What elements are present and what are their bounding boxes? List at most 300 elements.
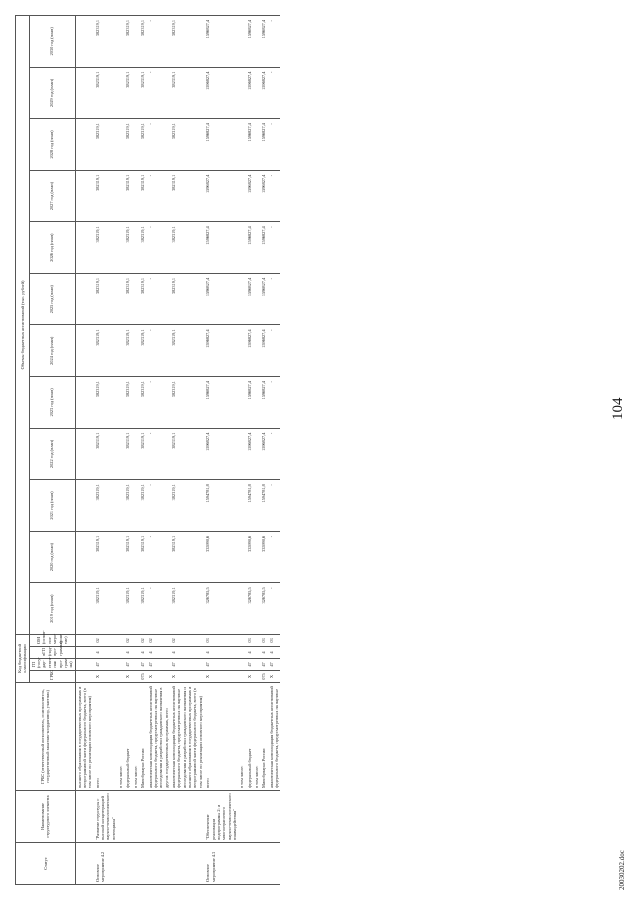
page-number: 104	[610, 397, 626, 420]
cell-amount: 382319,1	[124, 428, 131, 480]
cell-amount: 382319,1	[94, 531, 117, 583]
cell-amount	[238, 480, 245, 532]
cell-grbs-code	[253, 671, 260, 683]
cell-amount: 382319,1	[139, 222, 146, 274]
cell-amount	[75, 428, 94, 480]
cell-amount	[238, 16, 245, 68]
cell-grbs-text: аналитическая консолидация бюджетных ассигнований федерального бюджета, предусмотренных на научные исследования и разработки гражданского назначения и высшего образования в государственных программах и непрограммной части федерального бюджета, всего (в том числе по реализации основного мероприятия)	[170, 683, 204, 791]
cell-amount	[132, 67, 139, 119]
cell-amount	[75, 273, 94, 325]
cell-amount: 382319,1	[170, 531, 204, 583]
cell-amount: -	[147, 67, 170, 119]
cell-amount: 382319,1	[139, 67, 146, 119]
rotated-page-content	[10, 10, 630, 890]
cell-amount: 382319,1	[170, 377, 204, 429]
cell-amount	[238, 583, 245, 635]
table-row	[238, 16, 245, 885]
cell-grbs-text: в том числе:	[132, 683, 139, 791]
cell-amount: -	[268, 16, 281, 68]
cell-element-name	[246, 791, 253, 843]
cell-amount	[238, 170, 245, 222]
cell-grbs-code	[75, 671, 94, 683]
cell-amount	[253, 222, 260, 274]
cell-amount: 382319,1	[94, 325, 117, 377]
cell-gp-code: 47	[268, 659, 281, 671]
cell-amount: 382319,1	[94, 583, 117, 635]
cell-element-name	[75, 791, 94, 843]
cell-amount: 1596827,4	[246, 428, 253, 480]
cell-amount: 382319,1	[124, 377, 131, 429]
cell-amount: -	[147, 377, 170, 429]
cell-amount	[253, 67, 260, 119]
cell-amount: -	[268, 325, 281, 377]
cell-status	[246, 843, 253, 885]
cell-amount	[253, 480, 260, 532]
cell-status	[238, 843, 245, 885]
cell-amount	[132, 273, 139, 325]
header-year: 2028 год (план)	[29, 119, 75, 171]
table-body	[75, 16, 280, 885]
cell-grbs-code: X	[170, 671, 204, 683]
cell-amount	[117, 170, 124, 222]
cell-amount	[238, 428, 245, 480]
cell-grbs-text: федеральный бюджет	[124, 683, 131, 791]
cell-status	[132, 843, 139, 885]
header-year: 2022 год (план)	[29, 428, 75, 480]
cell-amount: 382319,1	[139, 531, 146, 583]
cell-pgp-code: 4	[268, 647, 281, 659]
cell-pgp-code: 4	[204, 647, 238, 659]
cell-status	[139, 843, 146, 885]
cell-amount: 382319,1	[170, 273, 204, 325]
cell-element-name	[238, 791, 245, 843]
cell-amount: 1596827,4	[246, 170, 253, 222]
cell-amount	[117, 273, 124, 325]
cell-amount	[238, 377, 245, 429]
cell-amount: 382319,1	[124, 16, 131, 68]
cell-amount: 382319,1	[124, 170, 131, 222]
cell-amount: 1596827,4	[204, 170, 238, 222]
cell-element-name	[268, 791, 281, 843]
cell-gp-code: 47	[204, 659, 238, 671]
cell-element-name	[253, 791, 260, 843]
table-row	[246, 16, 253, 885]
cell-element-name	[170, 791, 204, 843]
cell-pgp-code: 4	[124, 647, 131, 659]
cell-amount: 382319,1	[139, 480, 146, 532]
cell-amount	[75, 583, 94, 635]
table-row	[268, 16, 281, 885]
cell-amount: 1596827,4	[204, 67, 238, 119]
cell-status: Основное мероприятие 4.3	[204, 843, 238, 885]
header-status: Статус	[16, 843, 76, 885]
header-year: 2019 год (план)	[29, 583, 75, 635]
cell-element-name	[124, 791, 131, 843]
cell-amount	[75, 377, 94, 429]
cell-amount: 382319,1	[139, 273, 146, 325]
header-volume-group: Объемы бюджетных ассигнований (тыс. рублей)	[16, 16, 30, 635]
cell-om-code	[132, 634, 139, 646]
cell-amount: 382319,1	[94, 170, 117, 222]
cell-amount: -	[268, 119, 281, 171]
cell-om-code: 02	[94, 634, 117, 646]
cell-amount: 1596827,4	[260, 119, 267, 171]
cell-amount: 1596827,4	[246, 377, 253, 429]
cell-amount: 382319,1	[170, 170, 204, 222]
header-gp: ГП (госу-дар-ствен-ная про-грам-ма)	[29, 659, 75, 671]
cell-grbs-text: всего	[94, 683, 117, 791]
cell-amount	[132, 531, 139, 583]
header-year: 2023 год (план)	[29, 377, 75, 429]
cell-amount	[238, 222, 245, 274]
cell-amount: 1596827,4	[246, 325, 253, 377]
cell-om-code: 03	[260, 634, 267, 646]
cell-amount: 382319,1	[170, 119, 204, 171]
cell-amount: 1596827,4	[204, 325, 238, 377]
cell-status	[170, 843, 204, 885]
cell-amount	[132, 16, 139, 68]
cell-amount	[238, 325, 245, 377]
cell-amount: 382319,1	[94, 273, 117, 325]
cell-element-name	[117, 791, 124, 843]
cell-amount: 1596827,4	[260, 222, 267, 274]
cell-grbs-text: высшего образования в государственных программах и непрограммной части федерального бюджета, всего (в том числе по реализации основного мероприятия)	[75, 683, 94, 791]
cell-amount: 1596827,4	[204, 273, 238, 325]
cell-amount	[75, 67, 94, 119]
cell-amount	[75, 16, 94, 68]
cell-amount: 1596827,4	[204, 428, 238, 480]
cell-amount	[117, 480, 124, 532]
cell-amount	[238, 531, 245, 583]
cell-amount: 382319,1	[139, 428, 146, 480]
cell-amount	[132, 583, 139, 635]
cell-amount	[75, 170, 94, 222]
cell-gp-code	[238, 659, 245, 671]
cell-amount: 1596827,4	[246, 16, 253, 68]
cell-amount: 382319,1	[170, 428, 204, 480]
cell-amount: 335990,6	[246, 531, 253, 583]
cell-pgp-code: 4	[147, 647, 170, 659]
cell-amount	[253, 531, 260, 583]
cell-amount	[238, 273, 245, 325]
cell-amount: 326785,5	[246, 583, 253, 635]
cell-status: Основное мероприятие 4.2	[94, 843, 117, 885]
cell-amount	[132, 377, 139, 429]
cell-amount: -	[147, 170, 170, 222]
cell-grbs-text: всего	[204, 683, 238, 791]
cell-grbs-code: X	[204, 671, 238, 683]
cell-grbs-text: в том числе:	[117, 683, 124, 791]
cell-grbs-text: федеральный бюджет	[246, 683, 253, 791]
cell-amount: 382319,1	[124, 67, 131, 119]
cell-amount: -	[147, 16, 170, 68]
table-row	[260, 16, 267, 885]
cell-amount	[253, 325, 260, 377]
cell-amount	[117, 583, 124, 635]
cell-amount: 1596827,4	[204, 16, 238, 68]
cell-grbs-text: в том числе:	[238, 683, 245, 791]
cell-amount: -	[147, 583, 170, 635]
cell-amount: 382319,1	[124, 119, 131, 171]
cell-amount	[253, 583, 260, 635]
cell-status	[124, 843, 131, 885]
cell-gp-code	[75, 659, 94, 671]
budget-table	[15, 15, 280, 885]
cell-pgp-code: 4	[170, 647, 204, 659]
cell-amount: 1596827,4	[204, 222, 238, 274]
cell-amount: 382319,1	[94, 428, 117, 480]
cell-gp-code: 47	[260, 659, 267, 671]
cell-amount	[117, 531, 124, 583]
header-year: 2024 год (план)	[29, 325, 75, 377]
cell-amount	[132, 325, 139, 377]
cell-amount	[253, 170, 260, 222]
cell-amount: 382319,1	[124, 222, 131, 274]
cell-element-name: "Обеспечение реализации подпрограммы 2: и многоотраслевого научно-технологического взаимодействия"	[204, 791, 238, 843]
cell-grbs-code	[117, 671, 124, 683]
cell-om-code	[253, 634, 260, 646]
cell-om-code: 03	[204, 634, 238, 646]
cell-amount: 382319,1	[94, 67, 117, 119]
cell-om-code	[75, 634, 94, 646]
cell-pgp-code: 4	[260, 647, 267, 659]
cell-amount: 1596827,4	[260, 273, 267, 325]
cell-grbs-text: Минобрнауки России	[260, 683, 267, 791]
cell-amount	[75, 531, 94, 583]
cell-amount	[117, 67, 124, 119]
table-row	[75, 16, 94, 885]
cell-amount: 382319,1	[139, 170, 146, 222]
cell-gp-code: 47	[94, 659, 117, 671]
cell-status	[268, 843, 281, 885]
cell-amount: 382319,1	[124, 583, 131, 635]
cell-grbs-code	[238, 671, 245, 683]
cell-grbs-code	[132, 671, 139, 683]
header-year: 2026 год (план)	[29, 222, 75, 274]
cell-amount	[238, 119, 245, 171]
cell-amount	[117, 377, 124, 429]
cell-amount	[253, 119, 260, 171]
cell-amount	[132, 428, 139, 480]
cell-element-name	[147, 791, 170, 843]
cell-pgp-code	[117, 647, 124, 659]
cell-amount: 382319,1	[170, 583, 204, 635]
cell-grbs-code: X	[147, 671, 170, 683]
cell-amount: -	[147, 119, 170, 171]
cell-grbs-code: 075	[139, 671, 146, 683]
cell-gp-code: 47	[139, 659, 146, 671]
cell-amount: -	[268, 583, 281, 635]
header-grbs: ГРБС	[29, 671, 75, 683]
cell-amount: -	[268, 531, 281, 583]
header-pgp: пГП (под-про-грамма)	[29, 647, 75, 659]
cell-amount	[132, 480, 139, 532]
cell-grbs-text: аналитическая консолидация бюджетных ассигнований федерального бюджета, предусмотренных на научные	[268, 683, 281, 791]
cell-gp-code: 47	[246, 659, 253, 671]
cell-amount: 382319,1	[124, 531, 131, 583]
cell-amount: -	[147, 428, 170, 480]
cell-amount: 382319,1	[170, 67, 204, 119]
cell-amount: -	[268, 480, 281, 532]
cell-amount: 1596827,4	[246, 273, 253, 325]
cell-amount	[238, 67, 245, 119]
cell-amount: 382319,1	[94, 480, 117, 532]
cell-amount: 1596827,4	[204, 377, 238, 429]
cell-grbs-code: X	[124, 671, 131, 683]
cell-amount: 1594781,8	[204, 480, 238, 532]
cell-pgp-code: 4	[94, 647, 117, 659]
cell-pgp-code	[238, 647, 245, 659]
document-id: 20030202.doc	[618, 850, 626, 890]
cell-amount: 382319,1	[94, 119, 117, 171]
cell-amount: -	[147, 222, 170, 274]
cell-amount: -	[147, 531, 170, 583]
cell-gp-code	[132, 659, 139, 671]
cell-amount: -	[147, 273, 170, 325]
cell-gp-code: 47	[124, 659, 131, 671]
cell-amount: -	[268, 273, 281, 325]
cell-amount	[253, 16, 260, 68]
cell-amount	[253, 428, 260, 480]
table-row	[94, 16, 117, 885]
cell-amount: -	[268, 170, 281, 222]
cell-status	[147, 843, 170, 885]
cell-amount: 382319,1	[124, 480, 131, 532]
cell-om-code	[117, 634, 124, 646]
cell-status	[75, 843, 94, 885]
table-row	[132, 16, 139, 885]
cell-om-code: 03	[268, 634, 281, 646]
cell-amount: 382319,1	[94, 377, 117, 429]
cell-element-name: "Развитие структуры с высокой концентрацией научно-технологического потенциала"	[94, 791, 117, 843]
cell-amount: 1596827,4	[204, 119, 238, 171]
cell-om-code: 02	[170, 634, 204, 646]
cell-grbs-text: аналитическая консолидация бюджетных ассигнований федерального бюджета, предусмотренных на научные исследования и разработки гражданского назначения в других государственных программах, всего	[147, 683, 170, 791]
cell-pgp-code	[253, 647, 260, 659]
cell-element-name	[132, 791, 139, 843]
cell-amount	[117, 119, 124, 171]
cell-amount: -	[268, 377, 281, 429]
cell-amount	[132, 119, 139, 171]
cell-amount: 1596827,4	[260, 67, 267, 119]
cell-amount: 1594781,8	[246, 480, 253, 532]
cell-gp-code: 47	[170, 659, 204, 671]
cell-element-name	[139, 791, 146, 843]
header-year: 2027 год (план)	[29, 170, 75, 222]
cell-status	[117, 843, 124, 885]
cell-amount: 1596827,4	[260, 16, 267, 68]
cell-amount	[117, 16, 124, 68]
cell-amount: 1596827,4	[246, 67, 253, 119]
cell-om-code: 02	[147, 634, 170, 646]
cell-amount: 326785,5	[204, 583, 238, 635]
cell-amount: 382319,1	[94, 222, 117, 274]
cell-pgp-code: 4	[246, 647, 253, 659]
header-om: ОМ (основ-ное меро-прия-тие)	[29, 634, 75, 646]
cell-gp-code	[253, 659, 260, 671]
table-row	[170, 16, 204, 885]
cell-gp-code: 47	[147, 659, 170, 671]
table-header-row	[16, 16, 30, 885]
cell-amount: 382319,1	[139, 16, 146, 68]
cell-amount: 382319,1	[139, 377, 146, 429]
cell-amount: 335990,6	[204, 531, 238, 583]
cell-amount: 1596827,4	[260, 170, 267, 222]
cell-amount	[75, 325, 94, 377]
cell-grbs-code: 075	[260, 671, 267, 683]
header-year: 2030 год (план)	[29, 16, 75, 68]
cell-amount: -	[268, 222, 281, 274]
cell-amount: -	[147, 325, 170, 377]
table-row	[124, 16, 131, 885]
header-year: 2025 год (план)	[29, 273, 75, 325]
cell-amount: -	[268, 428, 281, 480]
cell-amount	[75, 480, 94, 532]
cell-pgp-code	[132, 647, 139, 659]
table-row	[204, 16, 238, 885]
cell-amount: 382319,1	[139, 583, 146, 635]
cell-amount: 1596827,4	[246, 119, 253, 171]
cell-om-code: 03	[246, 634, 253, 646]
cell-amount	[75, 119, 94, 171]
cell-amount: 1596827,4	[260, 325, 267, 377]
cell-status	[253, 843, 260, 885]
cell-amount: 326785,5	[260, 583, 267, 635]
cell-amount	[132, 222, 139, 274]
cell-gp-code	[117, 659, 124, 671]
cell-grbs-code: X	[94, 671, 117, 683]
cell-amount: 382319,1	[170, 222, 204, 274]
cell-grbs-code: X	[246, 671, 253, 683]
cell-om-code: 02	[139, 634, 146, 646]
cell-status	[260, 843, 267, 885]
cell-amount: 382319,1	[139, 119, 146, 171]
cell-om-code: 02	[124, 634, 131, 646]
cell-amount: -	[268, 67, 281, 119]
cell-om-code	[238, 634, 245, 646]
cell-amount	[117, 428, 124, 480]
cell-amount: 382319,1	[170, 325, 204, 377]
cell-amount: 1596827,4	[260, 428, 267, 480]
table-row	[139, 16, 146, 885]
table-row	[253, 16, 260, 885]
cell-amount	[132, 170, 139, 222]
table-row	[147, 16, 170, 885]
cell-amount: 382319,1	[124, 273, 131, 325]
cell-amount: 382319,1	[139, 325, 146, 377]
header-year: 2029 год (план)	[29, 67, 75, 119]
cell-amount: 1594781,8	[260, 480, 267, 532]
header-year: 2020 год (план)	[29, 531, 75, 583]
cell-amount: 335990,6	[260, 531, 267, 583]
cell-amount	[117, 325, 124, 377]
header-grbs-full: ГРБС (ответственный исполнитель, соисполнитель, государственный заказчик-координатор, участник)	[16, 683, 76, 791]
cell-pgp-code	[75, 647, 94, 659]
cell-element-name	[260, 791, 267, 843]
cell-pgp-code: 4	[139, 647, 146, 659]
cell-grbs-text: в том числе:	[253, 683, 260, 791]
cell-amount: -	[147, 480, 170, 532]
cell-grbs-text: Минобрнауки России	[139, 683, 146, 791]
cell-amount: 1596827,4	[260, 377, 267, 429]
cell-amount	[253, 273, 260, 325]
cell-amount: 382319,1	[94, 16, 117, 68]
cell-amount: 382319,1	[170, 16, 204, 68]
cell-amount	[117, 222, 124, 274]
cell-amount	[253, 377, 260, 429]
cell-amount	[75, 222, 94, 274]
table-row	[117, 16, 124, 885]
